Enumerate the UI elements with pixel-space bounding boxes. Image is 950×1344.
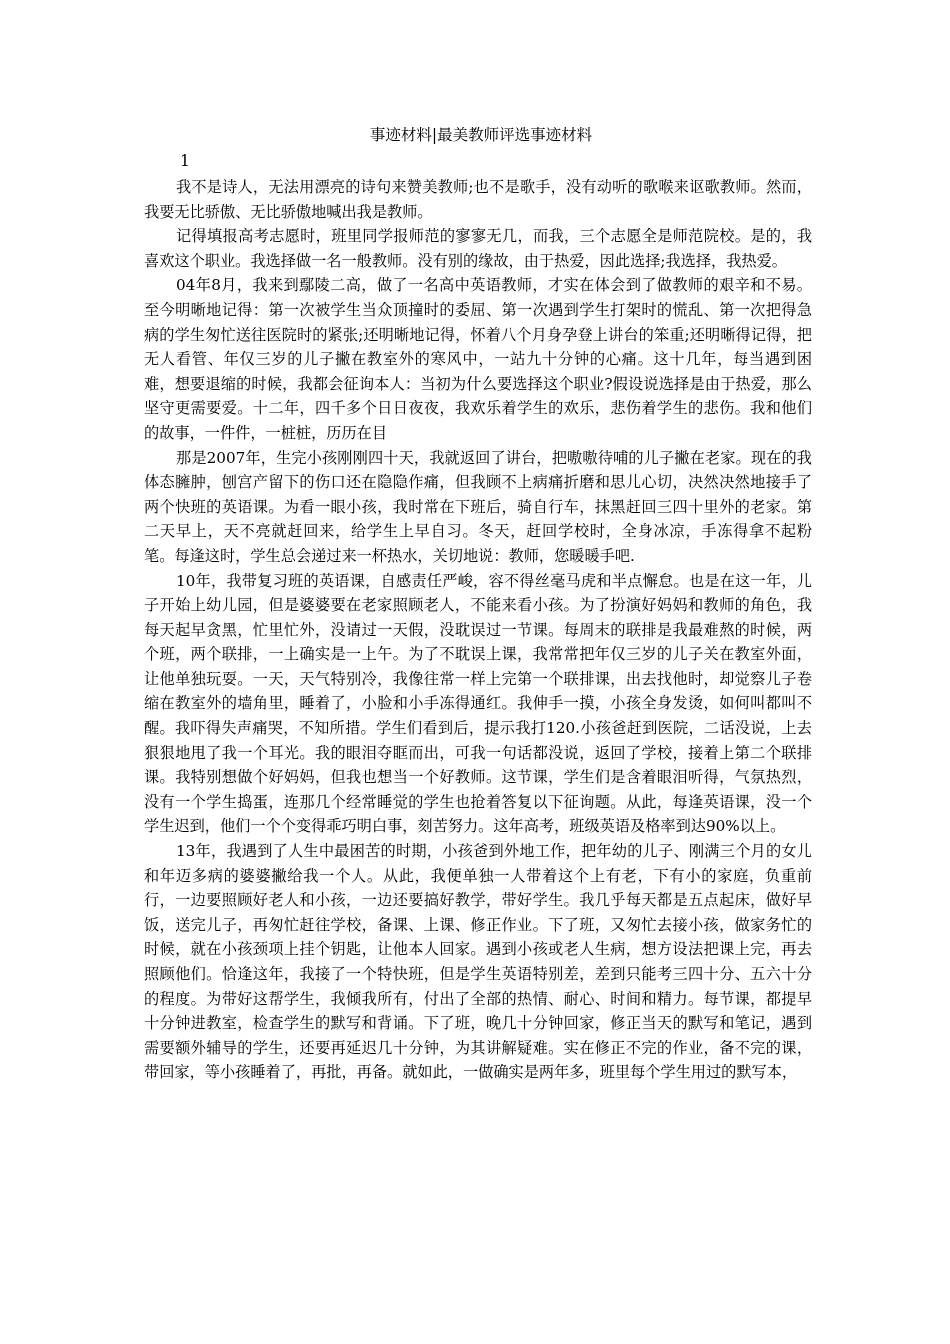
- paragraph: 我不是诗人，无法用漂亮的诗句来赞美教师;也不是歌手，没有动听的歌喉来讴歌教师。然而，我要无比骄傲、无比骄傲地喊出我是教师。: [144, 178, 812, 221]
- document-title: 事迹材料|最美教师评选事迹材料: [369, 126, 593, 144]
- section-number: 1: [180, 152, 190, 170]
- document-body: [144, 123, 812, 1085]
- paragraph: 13年，我遇到了人生中最困苦的时期，小孩爸到外地工作，把年幼的儿子、刚满三个月的女儿和年迈多病的婆婆撇给我一个人。从此，我便单独一人带着这个上有老，下有小的家庭，负重前行，一边要照顾好老人和小孩，一边还要搞好教学，带好学生。我几乎每天都是五点起床，做好早饭，送完儿子，再匆忙赶往学校，备课、上课、修正作业。下了班，又匆忙去接小孩，做家务忙的时候，就在小孩颈项上挂个钥匙，让他本人回家。遇到小孩或老人生病，想方设法把课上完，再去照顾他们。恰逢这年，我接了一个特快班，但是学生英语特别差，差到只能考三四十分、五六十分的程度。为带好这帮学生，我倾我所有，付出了全部的热情、耐心、时间和精力。每节课，都提早十分钟进教室，检查学生的默写和背诵。下了班，晚几十分钟回家，修正当天的默写和笔记，遇到需要额外辅导的学生，还要再延迟几十分钟，为其讲解疑难。实在修正不完的作业，备不完的课，带回家，等小孩睡着了，再批，再备。就如此，一做确实是两年多，班里每个学生用过的默写本，: [144, 842, 812, 1082]
- paragraph: 10年，我带复习班的英语课，自感责任严峻，容不得丝毫马虎和半点懈怠。也是在这一年，儿子开始上幼儿园，但是婆婆要在老家照顾老人，不能来看小孩。为了扮演好妈妈和教师的角色，我每天起早贪黑，忙里忙外，没请过一天假，没耽误过一节课。每周末的联排是我最难熬的时候，两个班，两个联排，一上确实是一上午。为了不耽误上课，我常常把年仅三岁的儿子关在教室外面，让他单独玩耍。一天，天气特别冷，我像往常一样上完第一个联排课，出去找他时，却觉察儿子卷缩在教室外的墙角里，睡着了，小脸和小手冻得通红。我伸手一摸，小孩全身发烫，如何叫都叫不醒。我吓得失声痛哭，不知所措。学生们看到后，提示我打120.小孩爸赶到医院，二话没说，上去狠狠地甩了我一个耳光。我的眼泪夺眶而出，可我一句话都没说，返回了学校，接着上第二个联排课。我特别想做个好妈妈，但我也想当一个好教师。这节课，学生们是含着眼泪听得，气氛热烈，没有一个学生捣蛋，连那几个经常睡觉的学生也抢着答复以下征询题。从此，每逢英语课，没一个学生迟到，他们一个个变得乖巧明白事，刻苦努力。这年高考，班级英语及格率到达90%以上。: [144, 571, 812, 836]
- paragraph: 04年8月，我来到鄢陵二高，做了一名高中英语教师，才实在体会到了做教师的艰辛和不易。至今明晰地记得：第一次被学生当众顶撞时的委屈、第一次遇到学生打架时的慌乱、第一次把得急病的学生匆忙送往医院时的紧张;还明晰地记得，怀着八个月身孕登上讲台的笨重;还明晰得记得，把无人看管、年仅三岁的儿子撇在教室外的寒风中，一站九十分钟的心痛。这十几年，每当遇到困难，想要退缩的时候，我都会征询本人：当初为什么要选择这个职业?假设说选择是由于热爱，那么坚守更需要爱。十二年，四千多个日日夜夜，我欢乐着学生的欢乐，悲伤着学生的悲伤。我和他们的故事，一件件，一桩桩，历历在目: [144, 276, 812, 442]
- paragraph: 那是2007年，生完小孩刚刚四十天，我就返回了讲台，把嗷嗷待哺的儿子撇在老家。现在的我体态臃肿，刨宫产留下的伤口还在隐隐作痛，但我顾不上病痛折磨和思儿心切，决然决然地接手了两个快班的英语课。为看一眼小孩，我时常在下班后，骑自行车，抹黑赶回三四十里外的老家。第二天早上，天不亮就赶回来，给学生上早自习。冬天，赶回学校时，全身冰凉，手冻得拿不起粉笔。每逢这时，学生总会递过来一杯热水，关切地说：教师，您暖暖手吧.: [144, 448, 812, 565]
- paragraph: 记得填报高考志愿时，班里同学报师范的寥寥无几，而我，三个志愿全是师范院校。是的，我喜欢这个职业。我选择做一名一般教师。没有别的缘故，由于热爱，因此选择;我选择，我热爱。: [144, 227, 812, 270]
